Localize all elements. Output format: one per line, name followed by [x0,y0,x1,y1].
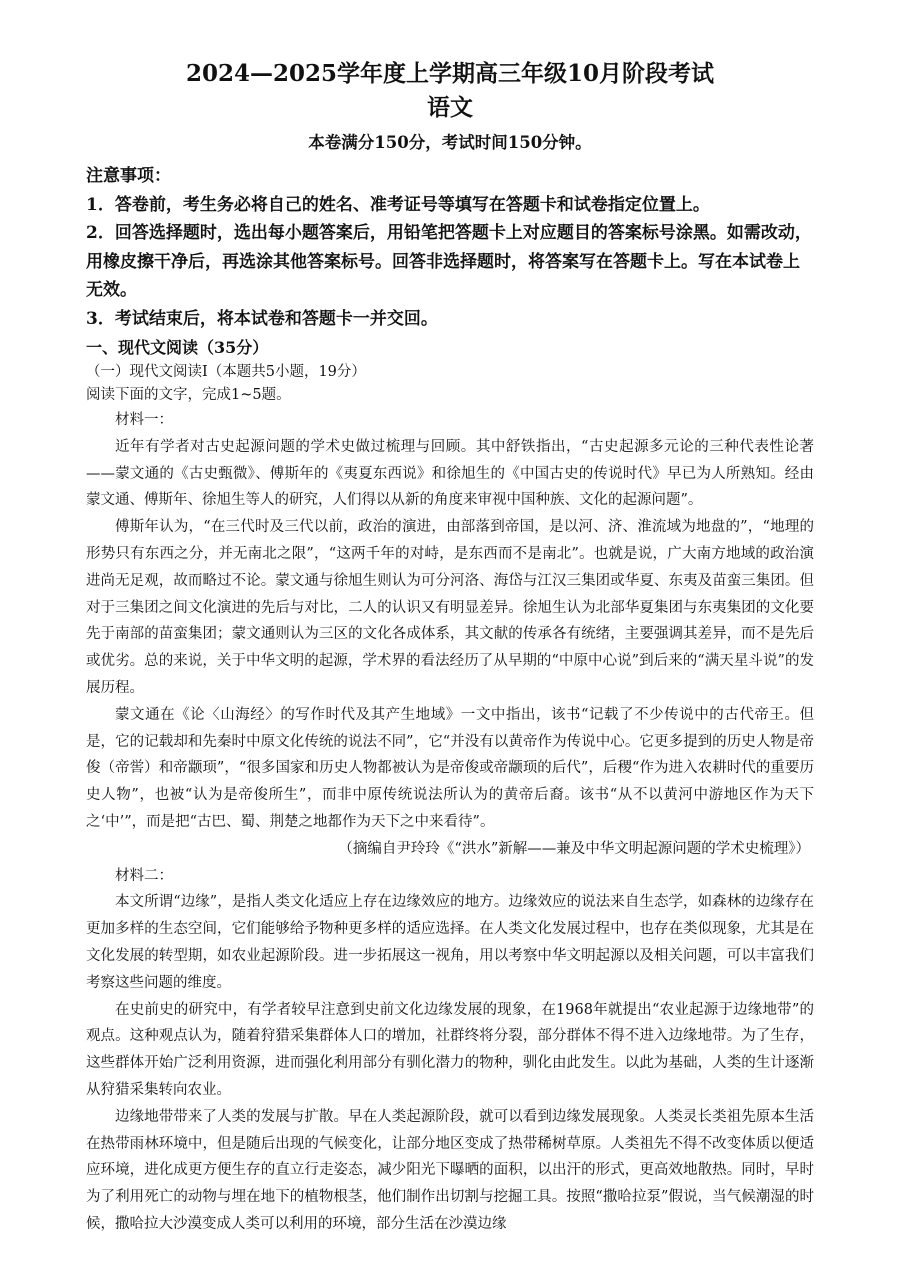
material-one [86,407,814,863]
material-two-paragraph: 本文所谓“边缘”，是指人类文化适应上存在边缘效应的地方。边缘效应的说法来自生态学，如森林的边缘存在更加多样的生态空间，它们能够给予物种更多样的适应选择。在人类文化发展过程中，也存在类似现象，尤其是在文化发展的转型期，如农业起源阶段。进一步拓展这一视角，用以考察中华文明起源以及相关问题，可以丰富我们考察这些问题的维度。 [86,894,814,991]
section-subheading: （一）现代文阅读Ⅰ（本题共5小题，19分） [86,364,366,380]
material-one-paragraph: 近年有学者对古史起源问题的学术史做过梳理与回顾。其中舒铁指出，“古史起源多元论的三种代表性论著——蒙文通的《古史甄微》、傅斯年的《夷夏东西说》和徐旭生的《中国古史的传说时代》早已为人所熟知。经由蒙文通、傅斯年、徐旭生等人的研究，人们得以从新的角度来审视中国种族、文化的起源问题”。 [86,438,814,509]
material-two-label: 材料二： [115,867,173,884]
notice-item-2: 2．回答选择题时，选出每小题答案后，用铅笔把答题卡上对应题目的答案标号涂黑。如需改动，用橡皮擦干净后，再选涂其他答案标号。回答非选择题时，将答案写在答题卡上。写在本试卷上无效。 [86,223,812,300]
notice-heading: 注意事项： [86,166,171,186]
material-one-label: 材料一： [115,412,173,428]
material-two [86,863,814,1238]
material-two-paragraph: 边缘地带带来了人类的发展与扩散。早在人类起源阶段，就可以看到边缘发展现象。人类灵长类祖先原本生活在热带雨林环境中，但是随后出现的气候变化，让部分地区变成了热带稀树草原。人类祖先不得不改变体质以便适应环境，进化成更方便生存的直立行走姿态，减少阳光下曝晒的面积，以出汗的形式，更高效地散热。同时，早时为了利用死亡的动物与埋在地下的植物根茎，他们制作出切割与挖掘工具。按照“撒哈拉泵”假说，当气候潮湿的时候，撒哈拉大沙漠变成人类可以利用的环境，部分生活在沙漠边缘 [86,1108,814,1232]
notice-item-3: 3．考试结束后，将本试卷和答题卡一并交回。 [86,308,438,329]
material-two-paragraph: 在史前史的研究中，有学者较早注意到史前文化边缘发展的现象，在1968年就提出“农业起源于边缘地带”的观点。这种观点认为，随着狩猎采集群体人口的增加，社群终将分裂，部分群体不得不进入边缘地带。为了生存，这些群体开始广泛利用资源，进而强化利用部分有驯化潜力的物种，驯化由此发生。以此为基础，人类的生计逐渐从狩猎采集转向农业。 [86,1001,814,1098]
section-heading: 一、现代文阅读（35分） [86,338,269,357]
notice-block [86,162,814,333]
material-one-paragraph: 蒙文通在《论〈山海经〉的写作时代及其产生地域》一文中指出，该书“记载了不少传说中的古代帝王。但是，它的记载却和先秦时中原文化传统的说法不同”，它“并没有以黄帝作为传说中心。它更多提到的历史人物是帝俊（帝喾）和帝颛顼”，“很多国家和历史人物都被认为是帝俊或帝颛顼的后代”，后稷“作为进入农耕时代的重要历史人物”，也被“认为是帝俊所生”，而非中原传统说法所认为的黄帝后裔。该书“从不以黄河中游地区作为天下之‘中’”，而是把“古巴、蜀、荆楚之地都作为天下之中来看待”。 [86,706,814,830]
exam-info: 本卷满分150分，考试时间150分钟。 [308,133,592,152]
exam-subject: 语文 [427,94,473,121]
exam-title: 2024—2025学年度上学期高三年级10月阶段考试 [185,60,715,87]
section-instruction: 阅读下面的文字，完成1~5题。 [86,387,291,403]
material-one-paragraph: 傅斯年认为，“在三代时及三代以前，政治的演进，由部落到帝国，是以河、济、淮流域为地盘的”，“地理的形势只有东西之分，并无南北之限”，“这两千年的对峙，是东西而不是南北”。也就是说，广大南方地域的政治演进尚无足观，故而略过不论。蒙文通与徐旭生则认为可分河洛、海岱与江汉三集团或华夏、东夷及苗蛮三集团。但对于三集团之间文化演进的先后与对比，二人的认识又有明显差异。徐旭生认为北部华夏集团与东夷集团的文化要先于南部的苗蛮集团；蒙文通则认为三区的文化各成体系，其文献的传承各有统绪，主要强调其差异，而不是先后或优劣。总的来说，关于中华文明的起源，学术界的看法经历了从早期的“中原中心说”到后来的“满天星斗说”的发展历程。 [86,519,814,696]
material-one-source: （摘编自尹玲玲《“洪水”新解——兼及中华文明起源问题的学术史梳理》） [338,840,810,857]
notice-item-1: 1．答卷前，考生务必将自己的姓名、准考证号等填写在答题卡和试卷指定位置上。 [86,194,710,215]
